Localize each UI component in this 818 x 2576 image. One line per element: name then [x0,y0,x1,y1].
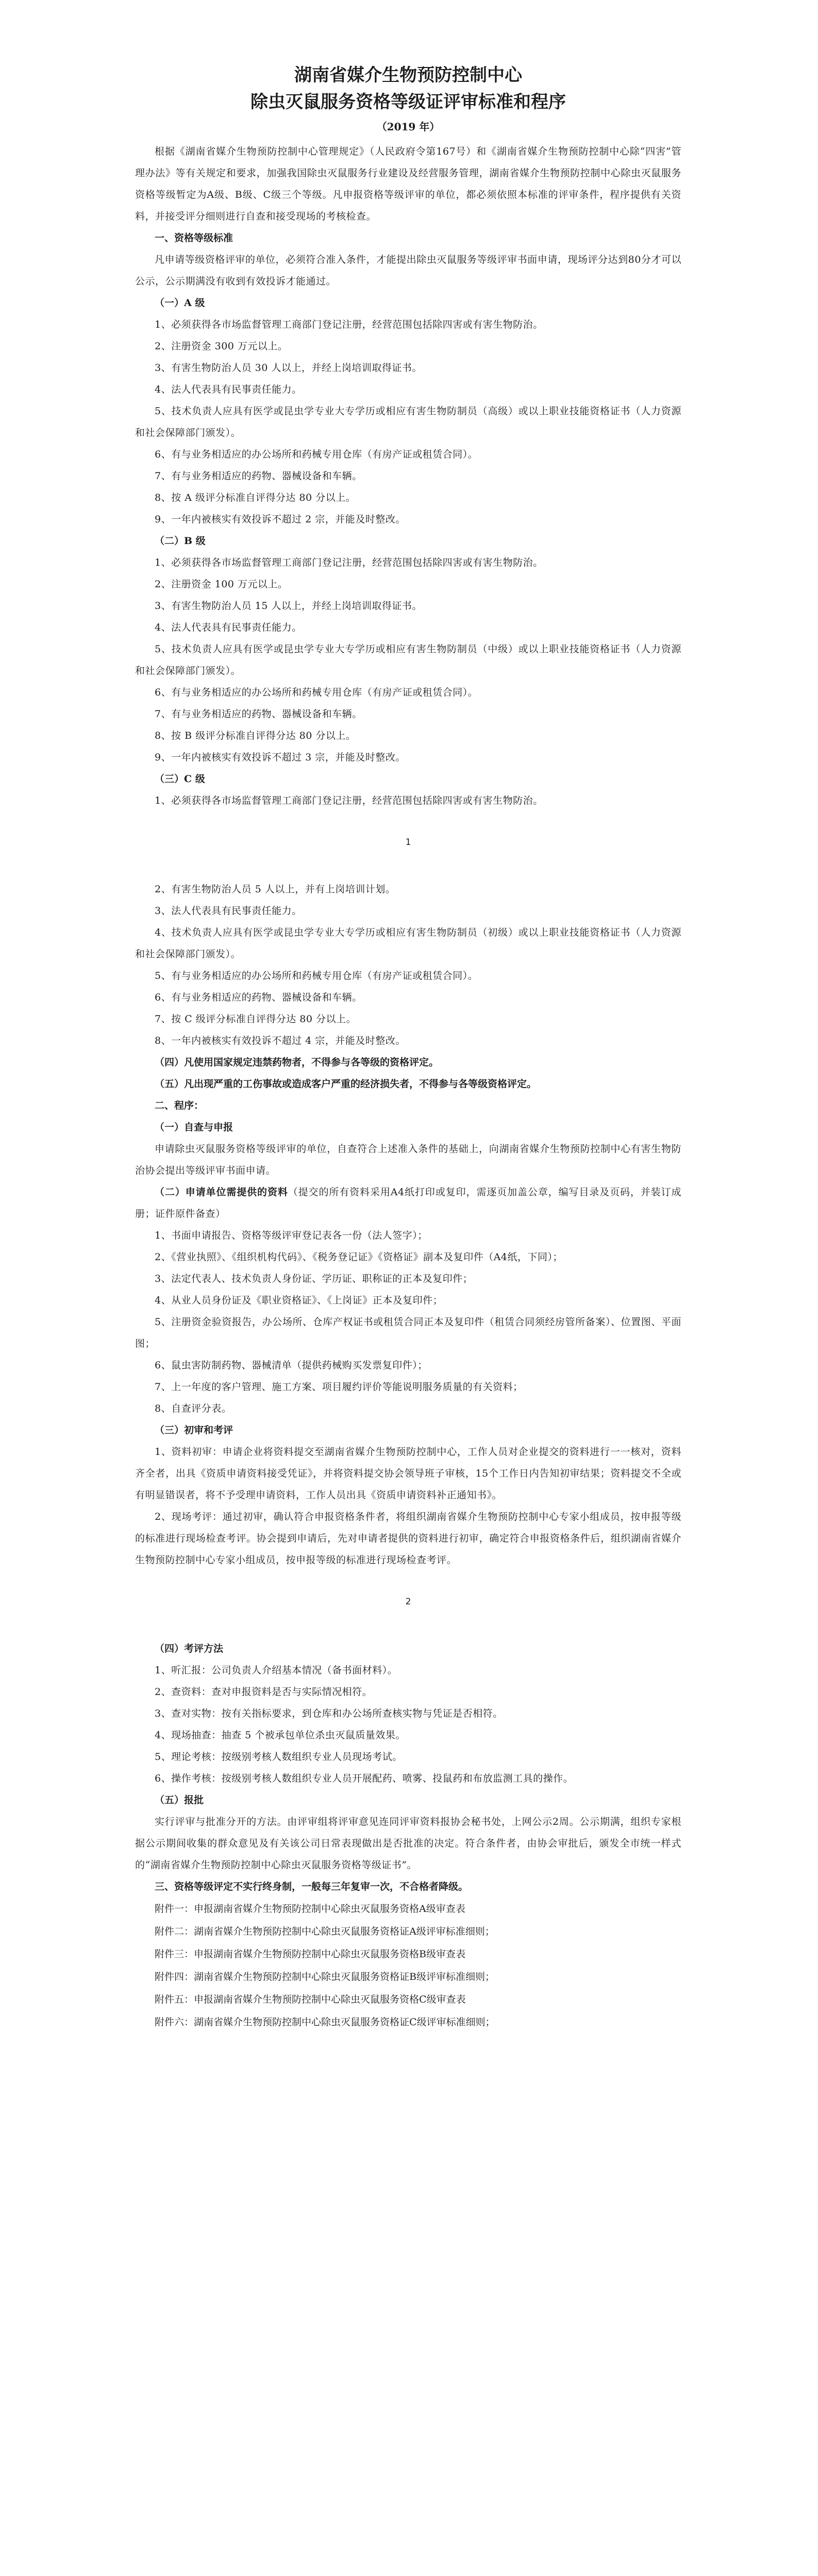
page-number: 1 [405,837,411,848]
procedure-2-title-note: （提交的所有资料采用A4纸打印或复印，需逐页加盖公章，编写目录及页码，并装订成册；证件原件备查） [135,1187,681,1219]
grade-b-item: 4、法人代表具有民事责任能力。 [155,622,302,633]
document-item: 4、从业人员身份证及《职业资格证》、《上岗证》正本及复印件； [155,1295,443,1306]
grade-a-item: 6、有与业务相适应的办公场所和药械专用仓库（有房产证或租赁合同）。 [155,449,478,460]
assessment-item: 3、查对实物：按有关指标要求，到仓库和办公场所查核实物与凭证是否相符。 [155,1708,503,1719]
document-title [135,62,681,115]
grade-b-item: 1、必须获得各市场监督管理工商部门登记注册，经营范围包括除四害或有害生物防治。 [155,557,543,568]
grade-b-item: 2、注册资金 100 万元以上。 [155,579,288,590]
grade-a-item: 8、按 A 级评分标准自评得分达 80 分以上。 [155,492,356,503]
prohibited-drugs-rule: （四）凡使用国家规定违禁药物者，不得参与各等级的资格评定。 [155,1057,439,1068]
grade-b-item: 5、技术负责人应具有医学或昆虫学专业大专学历或相应有害生物防制员（中级）或以上职业技能资格证书（人力资源和社会保障部门颁发）。 [135,643,681,676]
attachment-item: 附件六：湖南省媒介生物预防控制中心除虫灭鼠服务资格证C级评审标准细则； [155,2016,495,2028]
procedure-5-title: （五）报批 [155,1794,204,1806]
grade-c-item: 1、必须获得各市场监督管理工商部门登记注册，经营范围包括除四害或有害生物防治。 [155,795,543,806]
grade-b-title: （二）B 级 [155,535,206,547]
grade-a-item: 7、有与业务相适应的药物、器械设备和车辆。 [155,470,362,482]
document-item: 7、上一年度的客户管理、施工方案、项目履约评价等能说明服务质量的有关资料； [155,1381,523,1393]
attachment-item: 附件一：申报湖南省媒介生物预防控制中心除虫灭鼠服务资格A级审查表 [155,1903,465,1914]
page-number: 2 [405,1597,411,1607]
document-body [135,62,681,2033]
procedure-3-title: （三）初审和考评 [155,1425,233,1436]
procedure-3-item: 2、现场考评：通过初审，确认符合申报资格条件者，将组织湖南省媒介生物预防控制中心专家小组成员，按申报等级的标准进行现场检查考评。协会提到申请后，先对申请者提供的资料进行初审，确定符合申报资格条件后，组织湖南省媒介生物预防控制中心专家小组成员，按申报等级的标准进行现场检查考评。 [135,1511,681,1566]
document-year: （2019 年） [376,121,440,133]
section-2-title: 二、程序： [155,1100,204,1111]
grade-c-item: 5、有与业务相适应的办公场所和药械专用仓库（有房产证或租赁合同）。 [155,970,478,981]
procedure-5-text: 实行评审与批准分开的方法。由评审组将评审意见连同评审资料报协会秘书处，上网公示2周。公示期满，组织专家根据公示期间收集的群众意见及有关该公司日常表现做出是否批准的决定。符合条件者，由协会审批后，颁发全市统一样式的“湖南省媒介生物预防控制中心除虫灭鼠服务资格等级证书”。 [135,1816,681,1871]
grade-b-item: 7、有与业务相适应的药物、器械设备和车辆。 [155,708,362,720]
document-item: 5、注册资金验资报告，办公场所、仓库产权证书或租赁合同正本及复印件（租赁合同须经房管所备案）、位置图、平面图； [135,1316,681,1349]
grade-b-item: 6、有与业务相适应的办公场所和药械专用仓库（有房产证或租赁合同）。 [155,687,478,698]
grade-c-item: 3、法人代表具有民事责任能力。 [155,905,302,917]
grade-b-item: 9、一年内被核实有效投诉不超过 3 宗，并能及时整改。 [155,752,406,763]
grade-a-item: 2、注册资金 300 万元以上。 [155,341,288,352]
grade-b-list [135,552,681,768]
document-item: 2、《营业执照》、《组织机构代码》、《税务登记证》《资格证》副本及复印件（A4纸，下同）； [155,1251,563,1263]
grade-c-item: 7、按 C 级评分标准自评得分达 80 分以上。 [155,1013,356,1025]
document-item: 8、自查评分表。 [155,1403,232,1414]
assessment-item: 5、理论考核：按级别考核人数组织专业人员现场考试。 [155,1751,403,1762]
assessment-item: 1、听汇报：公司负责人介绍基本情况（备书面材料）。 [155,1665,398,1676]
assessment-method-list [135,1659,681,1789]
attachments-list [135,1897,681,2033]
intro-paragraph: 根据《湖南省媒介生物预防控制中心管理规定》（人民政府令第167号）和《湖南省媒介生物预防控制中心除“四害”管理办法》等有关规定和要求，加强我国除虫灭鼠服务行业建设及经营服务管理，湖南省媒介生物预防控制中心除虫灭鼠服务资格等级暂定为A级、B级、C级三个等级。凡申报资格等级评审的单位，都必须依照本标准的评审条件，程序提供有关资料，并接受评分细则进行自查和接受现场的考核检查。 [135,146,681,222]
grade-c-item: 8、一年内被核实有效投诉不超过 4 宗，并能及时整改。 [155,1035,406,1046]
title-line-2: 除虫灭鼠服务资格等级证评审标准和程序 [251,92,566,112]
attachment-item: 附件二：湖南省媒介生物预防控制中心除虫灭鼠服务资格证A级评审标准细则； [155,1926,495,1937]
grade-c-item: 6、有与业务相适应的药物、器械设备和车辆。 [155,992,362,1003]
accident-rule: （五）凡出现严重的工伤事故或造成客户严重的经济损失者，不得参与各等级资格评定。 [155,1078,537,1090]
grade-c-list [135,878,681,1052]
required-documents-list [135,1225,681,1419]
assessment-item: 4、现场抽查：抽查 5 个被承包单位杀虫灭鼠质量效果。 [155,1730,406,1741]
grade-a-list [135,314,681,530]
grade-c-title: （三）C 级 [155,773,205,785]
attachment-item: 附件三：申报湖南省媒介生物预防控制中心除虫灭鼠服务资格B级审查表 [155,1948,465,1960]
grade-a-title: （一）A 级 [155,297,205,309]
procedure-2-title-bold: （二）申请单位需提供的资料 [155,1187,288,1198]
document-item: 1、书面申请报告、资格等级评审登记表各一份（法人签字）； [155,1230,428,1241]
grade-c-item: 2、有害生物防治人员 5 人以上，并有上岗培训计划。 [155,884,396,895]
grade-c-item: 4、技术负责人应具有医学或昆虫学专业大专学历或相应有害生物防制员（初级）或以上职业技能资格证书（人力资源和社会保障部门颁发）。 [135,927,681,960]
procedure-1-text: 申请除虫灭鼠服务资格等级评审的单位，自查符合上述准入条件的基础上，向湖南省媒介生物预防控制中心有害生物防治协会提出等级评审书面申请。 [135,1143,681,1176]
grade-a-item: 5、技术负责人应具有医学或昆虫学专业大专学历或相应有害生物防制员（高级）或以上职业技能资格证书（人力资源和社会保障部门颁发）。 [135,405,681,438]
procedure-4-title: （四）考评方法 [155,1643,224,1654]
section-1-title: 一、资格等级标准 [155,232,233,244]
procedure-1-title: （一）自查与申报 [155,1122,233,1133]
grade-b-item: 3、有害生物防治人员 15 人以上，并经上岗培训取得证书。 [155,600,422,612]
grade-a-item: 9、一年内被核实有效投诉不超过 2 宗，并能及时整改。 [155,514,406,525]
attachment-item: 附件四：湖南省媒介生物预防控制中心除虫灭鼠服务资格证B级评审标准细则； [155,1971,495,1982]
grade-a-item: 3、有害生物防治人员 30 人以上，并经上岗培训取得证书。 [155,362,422,374]
procedure-2-title [135,1181,681,1225]
section-3-text: 三、资格等级评定不实行终身制，一般每三年复审一次，不合格者降级。 [155,1881,469,1892]
title-line-1: 湖南省媒介生物预防控制中心 [294,65,522,86]
document-item: 6、鼠虫害防制药物、器械清单（提供药械购买发票复印件）； [155,1360,428,1371]
assessment-item: 6、操作考核：按级别考核人数组织专业人员开展配药、喷雾、投鼠药和布放监测工具的操作。 [155,1773,574,1784]
grade-b-item: 8、按 B 级评分标准自评得分达 80 分以上。 [155,730,356,741]
assessment-item: 2、查资料：查对申报资料是否与实际情况相符。 [155,1686,373,1698]
procedure-3-item: 1、资料初审：申请企业将资料提交至湖南省媒介生物预防控制中心，工作人员对企业提交的资料进行一一核对，资料齐全者，出具《资质申请资料接受凭证》，并将资料提交协会领导班子审核，15个工作日内告知初审结果；资料提交不全或有明显错误者，将不予受理申请资料，工作人员出具《资质申请资料补正通知书》。 [135,1446,681,1501]
document-item: 3、法定代表人、技术负责人身份证、学历证、职称证的正本及复印件； [155,1273,473,1284]
section-1-text: 凡申请等级资格评审的单位，必须符合准入条件，才能提出除虫灭鼠服务等级评审书面申请，现场评分达到80分才可以公示，公示期满没有收到有效投诉才能通过。 [135,254,681,287]
grade-a-item: 1、必须获得各市场监督管理工商部门登记注册，经营范围包括除四害或有害生物防治。 [155,319,543,330]
grade-a-item: 4、法人代表具有民事责任能力。 [155,384,302,395]
attachment-item: 附件五：申报湖南省媒介生物预防控制中心除虫灭鼠服务资格C级审查表 [155,1994,466,2005]
